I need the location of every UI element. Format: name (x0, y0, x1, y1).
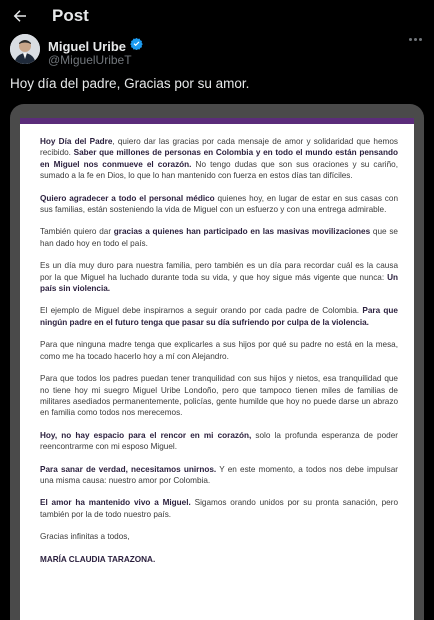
avatar[interactable] (10, 34, 40, 64)
letter-bold-text: Un país sin violencia. (40, 272, 398, 294)
more-options-icon[interactable] (409, 38, 422, 41)
letter-bold-text: Para sanar de verdad, necesitamos unirnos. (40, 464, 217, 474)
tweet-media[interactable] (10, 104, 424, 620)
letter-text: que se han dado hoy en todo el país. (40, 227, 398, 248)
letter-text: , quiero dar las gracias por cada mensaje de amor y solidaridad que hemos recibido. (40, 137, 398, 158)
letter-paragraph (40, 305, 398, 328)
letter-paragraph (40, 497, 398, 520)
letter-paragraph (40, 226, 398, 249)
letter-paragraph (40, 430, 398, 453)
letter-text: No tengo dudas que son sus oraciones y su cariño, sumado a la fe en Dios, lo que lo han mantenido con fuerza en estos días tan difíciles. (40, 159, 399, 181)
letter-bold-text: Saber que millones de personas en Colombia y en todo el mundo están pensando en Miguel nos conmueve el corazón. (40, 148, 398, 169)
page-title: Post (52, 6, 89, 25)
top-bar (0, 0, 434, 32)
letter-text: quienes hoy, en lugar de estar en sus casas con sus familias, están sosteniendo la vida de Miguel con un esfuerzo y con una entrega admirable. (40, 193, 399, 215)
letter-bold-text: gracias a quienes han participado en las masivas movilizaciones (113, 227, 371, 237)
letter-text: Es un día muy duro para nuestra familia, pero también es un día para recordar cuál es la causa por la que Miguel ha luchado durante toda su vida, y que hoy sigue más vigente que nunca: (40, 261, 398, 282)
post-header (0, 34, 434, 72)
letter-text: solo la profunda esperanza de poder reencontrarme con mi esposo Miguel. (40, 430, 398, 452)
letter-text: Para que todos los padres puedan tener tranquilidad con sus hijos y nietos, esa tranquilidad que no tiene hoy mi suegro Miguel Uribe Londoño, pero que tampoco tienen miles de familias de militares asediados permanentemente, policías, gente humilde que hoy no puede darse un abrazo en familia como todos nos merecemos. (40, 374, 398, 418)
letter-text: Y en este momento, a todos nos debe impulsar una misma causa: nuestro amor por Colombia. (40, 464, 398, 485)
letter-paragraph (40, 531, 398, 542)
letter-bold-text: Hoy Día del Padre (40, 137, 113, 146)
letter-text: El ejemplo de Miguel debe inspirarnos a seguir orando por cada padre de Colombia. (40, 306, 363, 316)
letter-paragraph (40, 554, 398, 565)
letter-paragraph (40, 260, 398, 294)
letter-image (20, 118, 414, 620)
letter-paragraph (40, 136, 398, 182)
letter-bold-text: El amor ha mantenido vivo a Miguel. (40, 498, 191, 508)
letter-paragraph (40, 373, 398, 419)
letter-text: Sigamos orando unidos por su pronta sanación, pero también por la de todo nuestro país. (40, 498, 398, 519)
letter-bold-text: MARÍA CLAUDIA TARAZONA. (40, 554, 156, 564)
tweet-text: Hoy día del padre, Gracias por su amor. (10, 76, 250, 91)
letter-bold-text: Hoy, no hay espacio para el rencor en mi corazón, (40, 430, 252, 440)
back-arrow-icon[interactable] (10, 6, 30, 26)
letter-paragraph (40, 193, 398, 216)
letter-paragraph (40, 464, 398, 487)
letter-text: Gracias infinitas a todos, (40, 532, 130, 542)
letter-bold-text: Quiero agradecer a todo el personal médico (40, 193, 215, 203)
author-name[interactable]: Miguel Uribe (48, 38, 127, 54)
letter-paragraph (40, 339, 398, 362)
letter-bold-text: Para que ningún padre en el futuro tenga que pasar su día sufriendo por culpa de la violencia. (40, 306, 398, 327)
letter-text: Para que ninguna madre tenga que explicarles a sus hijos por qué su padre no está en la mesa, como me ha tocado hacerlo hoy a mí con Alejandro. (40, 340, 398, 361)
letter-text: También quiero dar (40, 227, 114, 237)
author-handle[interactable]: @MiguelUribeT (48, 53, 132, 67)
